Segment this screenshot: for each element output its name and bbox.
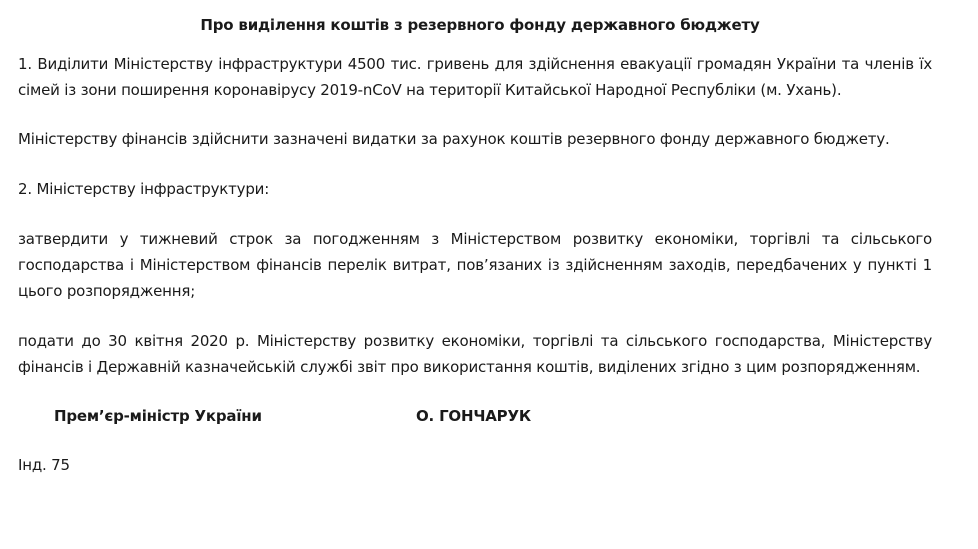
paragraph-approve-list: затвердити у тижневий строк за погодженням з Міністерством розвитку економіки, торгівлі та сільського господарства і Міністерством фінансів перелік витрат, пов’язаних із здійсненням заходів, передбачених у пункті 1 цього розпорядження; [18, 230, 932, 300]
paragraph-allocation: 1. Виділити Міністерству інфраструктури 4500 тис. гривень для здійснення евакуації громадян України та членів їх сімей із зони поширення коронавірусу 2019-nCoV на території Китайської Народної Республіки (м. Ухань). [18, 55, 932, 99]
document-index: Інд. 75 [18, 456, 70, 474]
signature-name: О. ГОНЧАРУК [416, 407, 531, 425]
paragraph-infrastructure-heading: 2. Міністерству інфраструктури: [18, 180, 270, 198]
paragraph-report: подати до 30 квітня 2020 р. Міністерству розвитку економіки, торгівлі та сільського господарства, Міністерству фінансів і Державній казначейській службі звіт про використання коштів, виділених згідно з цим розпорядженням. [18, 332, 932, 376]
paragraph-finance-ministry: Міністерству фінансів здійснити зазначені видатки за рахунок коштів резервного фонду державного бюджету. [18, 130, 890, 148]
document-title: Про виділення коштів з резервного фонду державного бюджету [200, 16, 760, 34]
signature-position: Прем’єр-міністр України [54, 407, 262, 425]
